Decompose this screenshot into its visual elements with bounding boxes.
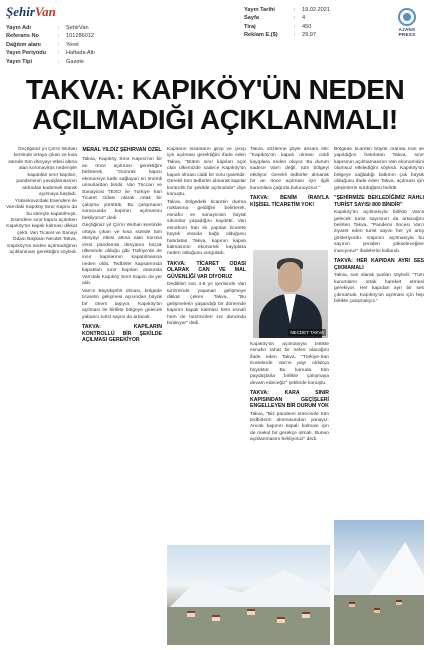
house bbox=[247, 609, 255, 615]
portrait-photo bbox=[253, 250, 328, 338]
meta-separator: : bbox=[294, 7, 296, 13]
meta-row bbox=[244, 31, 330, 39]
paragraph: Geçtiğimiz yıl Çin'in Wuhan kentinde ortaya çıkan ve kısa sürede tüm dünyayı etkisi altına alan koronavirüs nedeniyle kapatılan sınır kapıları, pandeminin yavaşlamasının ardından kademeli olarak açılmaya başladı. Yüksekova'daki Esendere ile Van'daki Kapıköy Sınır Kapısı da bu süreçte kapatılmıştı. Esendere sınır kapısı açılırken Kapıköy'ün kapalı kalması dikkat çekti. Van Ticaret ve Sanayi Odası Başkanı Necdet Takva, Kapıköy'ün neden açılmadığının açıklanması gerektiğini söyledi. bbox=[6, 147, 77, 256]
meta-value: 101286012 bbox=[66, 33, 94, 40]
agency-name: AJANS PRESS bbox=[398, 27, 416, 37]
column-1 bbox=[6, 147, 77, 647]
photo-caption: NECDET TAKVA bbox=[290, 330, 324, 335]
meta-value: Gazete bbox=[66, 58, 85, 65]
meta-value: ŞehirVan bbox=[66, 25, 89, 31]
meta-value: 29,97 bbox=[302, 32, 316, 39]
subheading: TAKVA: KARA SINIR KAPISINDAN GEÇİŞLERİ ENGELLEYEN BİR DURUM YOK bbox=[250, 390, 329, 410]
meta-row bbox=[6, 58, 95, 66]
subheading: TAKVA: KAPILARIN KONTROLLÜ BİR ŞEKİLDE AÇILMASI GEREKİYOR bbox=[82, 324, 162, 344]
subheading: TAKVA: HER KAPIDAN AYRI SES ÇIKMAMALI bbox=[334, 258, 424, 271]
paragraph: Kapıköy'ün açılmasıyla birlikte esnafın rahat bir nefes alacağını ifade eden Takva, "Türkiye-İran ticaretinde Van'ın payı oldukça büyüktür. Bu konuda tüm paydaşlarla birlikte çalışmaya devam edeceğiz" şeklinde konuştu. bbox=[250, 342, 329, 386]
subheading: "ŞEHİRMİZE BEKLEDİĞİMİZ RAHLI TURİST SAYISI 800 BİNDİR" bbox=[334, 195, 424, 208]
house bbox=[277, 617, 285, 623]
meta-separator: : bbox=[58, 33, 60, 40]
meta-separator: : bbox=[58, 58, 60, 65]
paragraph: Takva, Kapıköy Sınır Kapısı'nın bir an önce açılması gerektiğini belirterek, "Gümrük kapısı ekonomiye katkı sağlayan en önemli unsurlardan biridir. Van Tüccarı ve Sanayicisi TESO ile Türkiye İran Ticaret Odası olarak ortak bir çalışma yürüttük. Bu çalışmanın sonucunda kapının açılmasını bekliyoruz" dedi. bbox=[82, 157, 162, 221]
publication-logo bbox=[6, 4, 56, 20]
paragraph: Kapıların insanların girişi ve çıkışı için açılması gerektiğini ifade eden Takva, "Bütün sınır kapıları açık olan ülkemizde sadece Kapıköy'ün kapalı olması ciddi bir soru işaretidir. Gerekli tüm tedbirler alınarak kapılar kontrollü bir şekilde açılmalıdır" diye konuştu. bbox=[167, 147, 246, 198]
logo-part-b: Van bbox=[34, 4, 56, 19]
meta-key: Yayın Tipi bbox=[6, 58, 33, 65]
meta-key: Yayın Adı bbox=[6, 25, 31, 31]
meta-row bbox=[6, 24, 95, 32]
meta-separator: : bbox=[294, 15, 296, 22]
valley bbox=[334, 595, 424, 645]
clipping-header bbox=[6, 4, 424, 72]
meta-row bbox=[6, 41, 95, 49]
subheading: TAKVA: TİCARET ODASI OLARAK CAN VE MAL GÜVENLİĞİ VAR DİYORUZ bbox=[167, 260, 246, 280]
meta-separator: : bbox=[294, 23, 296, 30]
column-5 bbox=[334, 147, 424, 517]
paragraph: Takva, "Biz pandemi sürecinde tüm tedbirlerin alınmasından yanayız. Ancak kapının kapalı kalması için de makul bir gerekçe olmalı. Bunun açıklanmasını bekliyoruz" dedi. bbox=[250, 411, 329, 443]
meta-value: 450 bbox=[302, 23, 312, 30]
column-4-top bbox=[250, 147, 329, 247]
paragraph: Takva, sözlerine şöyle devam etti: "Kapıköy'ün kapalı olması ciddi kayıplara neden oluyor. Bu durum sadece Van'ı değil, tüm bölgeyi etkiliyor. Gerekli tedbirler alınarak bir an önce açılması için ilgili kurumlara çağrıda bulunuyoruz." bbox=[250, 147, 329, 191]
mountain-photo bbox=[334, 520, 424, 645]
meta-row bbox=[6, 49, 95, 57]
house bbox=[302, 612, 310, 618]
byline: MERAL YILDIZ ŞEHİRVAN ÖZEL bbox=[82, 147, 162, 153]
meta-separator: : bbox=[58, 41, 60, 48]
logo-part-a: Şehir bbox=[6, 4, 35, 19]
meta-row bbox=[244, 14, 330, 22]
meta-separator: : bbox=[58, 50, 60, 57]
paragraph: Geçtiğimiz yıl Çin'in Wuhan kentinde ortaya çıkan ve kısa sürede tüm dünyayı etkisi altına alan korona virüs pandemisi dünyanın birçok ülkesinde olduğu gibi Türkiye'de de sınır kapılarının kapatılmasına neden oldu. Tedbirler kapsamında kapatılan sınır kapıları arasında Van'daki Kapıköy Sınır Kapısı da yer aldı. bbox=[82, 223, 162, 287]
portrait-head bbox=[278, 262, 302, 292]
paragraph: Dedikleri son 4-8 yıl içerisinde Van turizminde yaşanan gelişmeye dikkat çeken Takva, "Bu gelişmelerin yaşandığı bir dönemde kapının kapalı kalması hem esnafı hem de turizmcileri zor durumda bırakıyor" dedi. bbox=[167, 282, 246, 326]
paragraph: Takva, bölgedeki ticaretin durma noktasına geldiğini belirterek, esnafın ve sanayicinin büyük sıkıntılar yaşadığını kaydetti. Van esnafının İran ile yapılan ticarete büyük oranda bağlı olduğunu hatırlatan Takva, kapının kapalı kalmasının ekonomik kayıplara neden olduğunu vurguladı. bbox=[167, 199, 246, 257]
meta-key: Tiraj bbox=[244, 23, 256, 30]
meta-value: 4 bbox=[302, 15, 306, 22]
house bbox=[187, 611, 195, 617]
meta-separator: : bbox=[58, 25, 60, 31]
meta-value: Yerel bbox=[66, 41, 79, 48]
house bbox=[349, 602, 355, 607]
village-photo bbox=[167, 545, 330, 645]
agency-badge bbox=[392, 8, 422, 37]
meta-left bbox=[6, 24, 95, 66]
paragraph: Kapıköy'ün açılmasıyla birlikte Van'a gelecek turist sayısının da artacağını belirten Takva, "Pandemi öncesi Van'ı ziyaret eden turist sayısı her yıl artış gösteriyordu. Kapının açılmasıyla bu sayının yeniden yükseleceğine inanıyoruz" ifadelerini kullandı. bbox=[334, 210, 424, 254]
meta-row bbox=[244, 23, 330, 31]
meta-row bbox=[244, 6, 330, 14]
meta-key: Sayfa bbox=[244, 15, 259, 22]
house bbox=[212, 615, 220, 621]
meta-key: Referans No bbox=[6, 33, 39, 40]
subheading: TAKVA: BENİM İRAN'LA KİŞİSEL TİCARETİM YOK! bbox=[250, 195, 329, 208]
headline-line-2: AÇILMADIĞI AÇIKLANMALI! bbox=[32, 104, 398, 135]
meta-value: 19.02.2021 bbox=[302, 7, 330, 13]
column-2 bbox=[82, 147, 162, 647]
meta-key: Yayın Tarihi bbox=[244, 7, 275, 13]
meta-key: Yayın Periyodu bbox=[6, 50, 47, 57]
meta-value: Haftada Altı bbox=[66, 50, 95, 57]
meta-row bbox=[6, 32, 95, 40]
meta-separator: : bbox=[294, 32, 296, 39]
headline bbox=[6, 75, 424, 135]
paragraph: Takva, son olarak şunları söyledi: "Tüm kurumların ortak hareket etmesi gerekiyor. Her kapıdan ayrı bir ses çıkmamalı. Kapıköy'ün açılması için hep birlikte çalışmalıyız." bbox=[334, 273, 424, 304]
house bbox=[374, 608, 380, 613]
meta-key: Reklam E.($) bbox=[244, 32, 278, 39]
agency-logo-icon bbox=[398, 8, 416, 26]
headline-line-1: TAKVA: KAPIKÖY'ÜN NEDEN bbox=[25, 74, 405, 105]
paragraph: Van'ın Büyükşehir olması, bölgede ticaretin gelişmesi açısından büyük bir önem taşıyor. Kapıköy'ün açılması ile birlikte bölgeye gelecek yabancı turist sayısı da artacak. bbox=[82, 288, 162, 320]
meta-key: Dağıtım alanı bbox=[6, 41, 41, 48]
house bbox=[396, 600, 402, 605]
paragraph: Bölgede ticaretin büyük oranda İran ile yapıldığını hatırlatan Takva, sınır kapısının açılmamasının Van ekonomisini olumsuz etkilediğini söyledi. Kapıköy'ün bölgeye sağladığı katkının çok büyük olduğunu ifade eden Takva, açılması için girişimlerin sürdüğünü belirtti. bbox=[334, 147, 424, 191]
meta-mid bbox=[244, 6, 330, 40]
